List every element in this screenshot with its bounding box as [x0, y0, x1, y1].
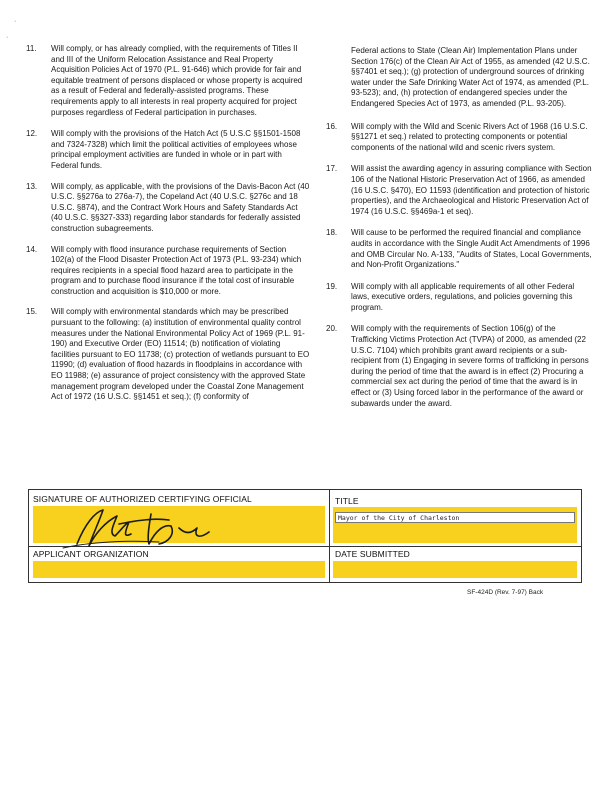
- form-divider-vertical: [329, 490, 330, 582]
- item-text: Will comply with the requirements of Section 106(g) of the Trafficking Victims Protection Act (TVPA) of 2000, as amended (22 U.S.C. 7104) which prohibits grant award recipients or a sub-recipient from (1) Engaging in severe forms of trafficking in persons during the period of time that the award is in effect (2) Procuring a commercial sex act during the period of time that the award is in effect or (3) Using forced labor in the performance of the award or subawards under the award.: [351, 324, 589, 408]
- item-text: Will comply with all applicable requirements of all other Federal laws, executive orders, regulations, and policies governing this program.: [351, 281, 575, 312]
- signature-label: SIGNATURE OF AUTHORIZED CERTIFYING OFFICIAL: [33, 494, 252, 504]
- date-submitted-field[interactable]: [333, 561, 577, 578]
- item-text: Will comply with environmental standards which may be prescribed pursuant to the following: (a) institution of environmental quality control measures under the National Environmental Policy Act of 1969 (P.L. 91-190) and Executive Order (EO) 11514; (b) notification of violating facilities pursuant to EO 11738; (c) protection of wetlands pursuant to EO 11990; (d) evaluation of flood hazards in floodplains in accordance with EO 11988; (e) assurance of project consistency with the approved State management program developed under the Coastal Zone Management Act of 1972 (16 U.S.C. §§1451 et seq.); (f) conformity of: [51, 307, 310, 402]
- assurance-item-19: [326, 282, 592, 314]
- applicant-organization-label: APPLICANT ORGANIZATION: [33, 549, 149, 559]
- left-column: [26, 44, 310, 403]
- item-text: Will assist the awarding agency in assuring compliance with Section 106 of the National Historic Preservation Act of 1966, as amended (16 U.S.C. §470), EO 11593 (identification and protection of historic properties), and the Archaeological and Historic Preservation Act of 1974 (16 U.S.C. §§469a-1 et seq).: [351, 164, 592, 216]
- assurance-item-14: [26, 245, 310, 298]
- right-column: [326, 46, 592, 409]
- item-15-continuation: [326, 46, 592, 110]
- item-number: 16.: [326, 121, 338, 131]
- title-label: TITLE: [335, 496, 359, 506]
- item-number: 14.: [26, 244, 38, 254]
- item-number: 12.: [26, 129, 38, 139]
- item-text: Will comply with the provisions of the Hatch Act (5 U.S.C §§1501-1508 and 7324-7328) which limit the political activities of employees whose principal employment activities are funded in whole or in part with Federal funds.: [51, 129, 301, 170]
- assurance-item-15: [26, 307, 310, 402]
- item-number: 19.: [326, 281, 338, 291]
- item-text: Will comply with the Wild and Scenic Rivers Act of 1968 (16 U.S.C. §§1271 et seq.) related to protecting components or potential components of the national wild and scenic rivers system.: [351, 121, 588, 152]
- assurance-item-20: [326, 324, 592, 409]
- date-submitted-label: DATE SUBMITTED: [335, 549, 410, 559]
- item-number: 20.: [326, 324, 338, 334]
- item-text: Will comply, or has already complied, with the requirements of Titles II and III of the Uniform Relocation Assistance and Real Property Acquisition Policies Act of 1970 (P.L. 91-646) which provide for fair and equitable treatment of persons displaced or whose property is acquired as a result of Federal and federally-assisted programs. These requirements apply to all interests in real property acquired for project purposes regardless of Federal participation in purchases.: [51, 44, 303, 117]
- form-number: SF-424D (Rev. 7-97) Back: [467, 589, 544, 596]
- scan-speck: ·: [6, 34, 9, 41]
- item-number: 17.: [326, 164, 338, 174]
- title-field[interactable]: Mayor of the City of Charleston: [335, 512, 575, 523]
- item-number: 13.: [26, 181, 38, 191]
- item-text: Will cause to be performed the required financial and compliance audits in accordance with the Single Audit Act Amendments of 1996 and OMB Circular No. A-133, "Audits of States, Local Governments, and Non-Profit Organizations.": [351, 228, 592, 270]
- item-text: Will comply, as applicable, with the provisions of the Davis-Bacon Act (40 U.S.C. §§276a to 276a-7), the Copeland Act (40 U.S.C. §276c and 18 U.S.C. §874), and the Contract Work Hours and Safety Standards Act (40 U.S.C. §§327-333) regarding labor standards for federally assisted construction subagreements.: [51, 181, 310, 233]
- assurance-item-17: [326, 164, 592, 217]
- scan-speck: ·: [14, 18, 17, 25]
- assurance-item-12: [26, 129, 310, 171]
- handwritten-signature: [59, 504, 229, 550]
- assurance-item-11: [26, 44, 310, 118]
- item-number: 18.: [326, 228, 338, 238]
- assurance-item-16: [326, 122, 592, 154]
- certification-form: [28, 489, 582, 583]
- applicant-organization-field[interactable]: [33, 561, 325, 578]
- continuation-text: Federal actions to State (Clean Air) Implementation Plans under Section 176(c) of the Clean Air Act of 1955, as amended (42 U.S.C. §§7401 et seq.); (g) protection of underground sources of drinking water under the Safe Drinking Water Act of 1974, as amended (P.L. 93-523); and, (h) protection of endangered species under the Endangered Species Act of 1973, as amended (P.L. 93-205).: [351, 46, 590, 108]
- item-text: Will comply with flood insurance purchase requirements of Section 102(a) of the Flood Disaster Protection Act of 1973 (P.L. 93-234) which requires recipients in a special flood hazard area to participate in the program and to purchase flood insurance if the total cost of insurable construction and acquisition is $10,000 or more.: [51, 244, 302, 296]
- item-number: 15.: [26, 307, 38, 317]
- assurance-item-13: [26, 182, 310, 235]
- assurance-item-18: [326, 228, 592, 270]
- item-number: 11.: [26, 44, 37, 53]
